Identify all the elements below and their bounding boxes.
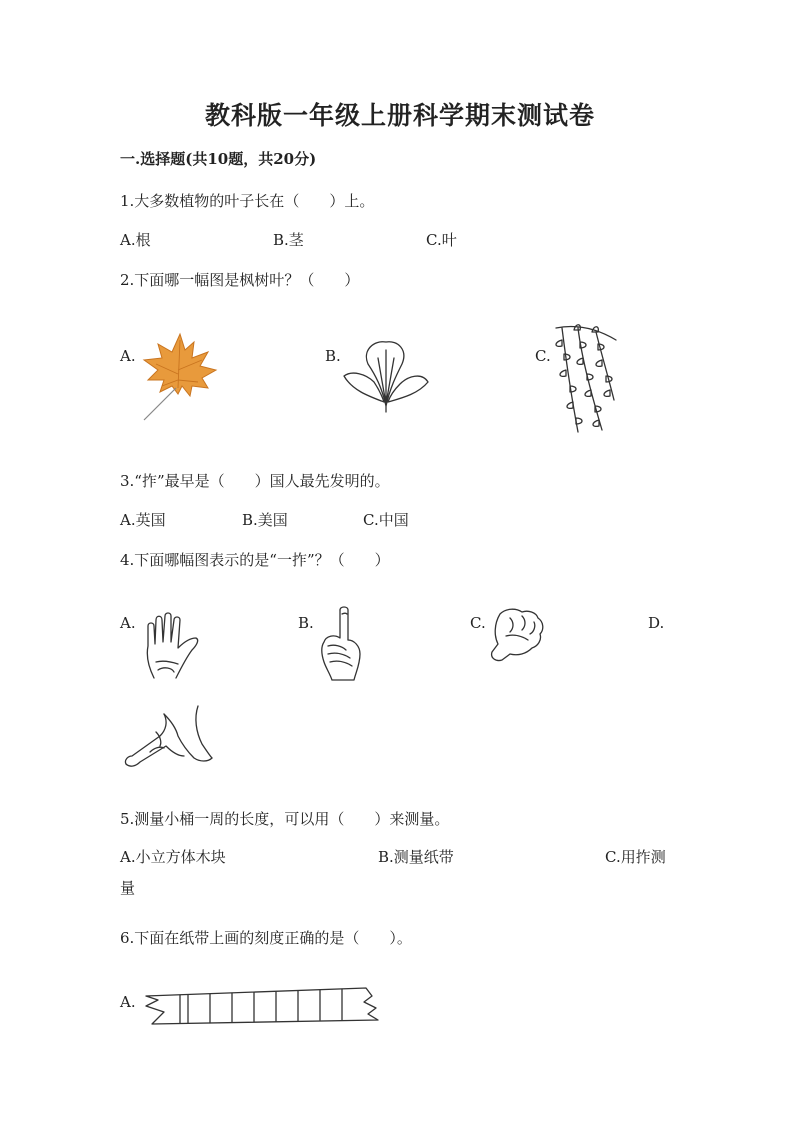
q1-option-c: C.叶 [426, 231, 457, 249]
q4-option-c: C. [470, 614, 486, 632]
hand-span-image [120, 702, 214, 772]
page-title: 教科版一年级上册科学期末测试卷 [204, 101, 595, 130]
q3-option-c: C.中国 [363, 511, 409, 529]
q2-option-a: A. [120, 347, 136, 365]
willow-branch-image [548, 320, 620, 436]
q2-option-b: B. [325, 347, 341, 365]
q2-option-c: C. [535, 347, 551, 365]
open-hand-image [140, 612, 202, 684]
question-6: 6.下面在纸带上画的刻度正确的是（ ）。 [120, 929, 412, 947]
q1-option-a: A.根 [120, 231, 151, 249]
q5-option-c: C.用拃测 [605, 848, 666, 866]
q5-option-c-wrap: 量 [120, 879, 136, 897]
question-5: 5.测量小桶一周的长度，可以用（ ）来测量。 [120, 810, 450, 828]
fist-image [488, 604, 546, 664]
q4-option-b: B. [298, 614, 314, 632]
q6-option-a: A. [120, 993, 136, 1011]
q3-option-b: B.美国 [242, 511, 288, 529]
section-heading: 一.选择题(共10题，共20分) [120, 150, 317, 168]
q3-option-a: A.英国 [120, 511, 166, 529]
paper-strip-image [142, 984, 380, 1028]
q5-option-b: B.测量纸带 [378, 848, 454, 866]
q4-option-a: A. [120, 614, 136, 632]
question-4: 4.下面哪幅图表示的是“一拃”？（ ） [120, 551, 390, 569]
q5-option-a: A.小立方体木块 [120, 848, 226, 866]
maple-leaf-image [138, 330, 220, 422]
q1-option-b: B.茎 [273, 231, 304, 249]
question-1: 1.大多数植物的叶子长在（ ）上。 [120, 192, 375, 210]
ginkgo-leaf-image [338, 336, 434, 412]
question-2: 2.下面哪一幅图是枫树叶？（ ） [120, 271, 360, 289]
pointing-finger-image [316, 604, 366, 684]
question-3: 3.“拃”最早是（ ）国人最先发明的。 [120, 472, 390, 490]
q4-option-d: D. [648, 614, 665, 632]
